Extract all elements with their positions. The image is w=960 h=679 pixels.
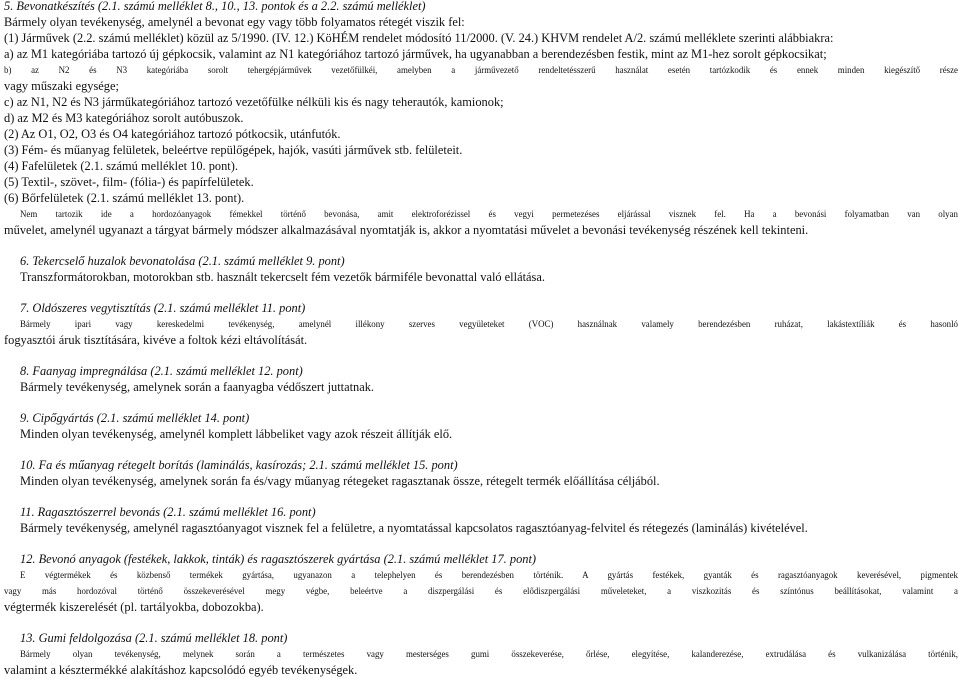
heading-section-8: 8. Faanyag impregnálása (2.1. számú melléklet 12. pont) [20, 364, 303, 378]
paragraph-section-7: Bármely ipari vagy kereskedelmi tevékenység, amelynél illékony szerves vegyületeket (VOC) használnak valamely berendezésben ruházat, lakástextíliák és hasonló [20, 319, 958, 329]
heading-section-12: 12. Bevonó anyagok (festékek, lakkok, tinták) és ragasztószerek gyártása (2.1. számú melléklet 17. pont) [20, 552, 537, 566]
paragraph-exclusion: Nem tartozik ide a hordozóanyagok fémekkel történő bevonása, amit elektroforézissel és vegyi permetezéses eljárással visznek fel. Ha a bevonási folyamatban van olyan [20, 209, 958, 219]
paragraph-section-12-end: végtermék kiszerelését (pl. tartályokba, dobozokba). [4, 600, 264, 614]
list-item-5: (5) Textil-, szövet-, film- (fólia-) és papírfelületek. [4, 175, 254, 189]
paragraph-section-13-cont: valamint a késztermékké alakításhoz kapcsolódó egyéb tevékenységek. [4, 663, 358, 677]
heading-section-7: 7. Oldószeres vegytisztítás (2.1. számú melléklet 11. pont) [20, 301, 306, 315]
paragraph-section-10: Minden olyan tevékenység, amelynek során fa és/vagy műanyag rétegeket ragasztanak össze, rétegelt termék előállítása céljából. [20, 474, 660, 488]
paragraph-section-13: Bármely olyan tevékenység, melynek során a természetes vagy mesterséges gumi összekeverése, őrlése, elegyítése, kalanderezése, extrudálása és vulkanizálása történik, [20, 649, 958, 659]
paragraph-section-12: E végtermékek és közbenső termékek gyártása, ugyanazon a telephelyen és berendezésben történik. A gyártás festékek, gyanták és ragasztóanyagok keverésével, pigmentek [20, 570, 958, 580]
heading-section-10: 10. Fa és műanyag rétegelt borítás (laminálás, kasírozás; 2.1. számú melléklet 15. pont) [20, 458, 458, 472]
list-item-4: (4) Fafelületek (2.1. számú melléklet 10. pont). [4, 159, 238, 173]
list-item-2: (2) Az O1, O2, O3 és O4 kategóriához tartozó pótkocsik, utánfutók. [4, 127, 341, 141]
paragraph-exclusion-cont: művelet, amelynél ugyanazt a tárgyat bármely módszer alkalmazásával nyomtatják is, akkor a nyomtatási művelet a bevonási tevékenység részének kell tekinteni. [4, 223, 809, 237]
paragraph-section-9: Minden olyan tevékenység, amelynél komplett lábbeliket vagy azok részeit állítják elő. [20, 427, 453, 441]
paragraph-section-12-cont: vagy más hordozóval történő összekeverésével megy végbe, beleértve a diszpergálási és elődiszpergálási műveleteket, a viszkozitás és színtónus beállításokat, valamint a [4, 586, 958, 596]
heading-section-5: 5. Bevonatkészítés (2.1. számú melléklet 8., 10., 13. pontok és a 2.2. számú melléklet) [4, 0, 426, 13]
heading-section-13: 13. Gumi feldolgozása (2.1. számú melléklet 18. pont) [20, 631, 288, 645]
list-item-6: (6) Bőrfelületek (2.1. számú melléklet 13. pont). [4, 191, 245, 205]
paragraph-section-11: Bármely tevékenység, amelynél ragasztóanyagot visznek fel a felületre, a nyomtatással kapcsolatos ragasztóanyag-felvitel és rétegezés (laminálás) kivételével. [20, 521, 808, 535]
heading-section-11: 11. Ragasztószerrel bevonás (2.1. számú melléklet 16. pont) [20, 505, 316, 519]
heading-section-6: 6. Tekercselő huzalok bevonatolása (2.1. számú melléklet 9. pont) [20, 254, 345, 268]
list-item-d: d) az M2 és M3 kategóriához sorolt autóbuszok. [4, 111, 244, 125]
paragraph-section-6: Transzformátorokban, motorokban stb. használt tekercselt fém vezetők bármiféle bevonattal való ellátása. [20, 270, 545, 284]
paragraph-section-7-cont: fogyasztói áruk tisztítására, kivéve a foltok kézi eltávolítását. [4, 333, 308, 347]
list-item-a: a) az M1 kategóriába tartozó új gépkocsik, valamint az N1 kategóriához tartozó járművek, ha ugyanabban a berendezésben festik, mint az M1-hez sorolt gépkocsikat; [4, 47, 827, 61]
list-item-1: (1) Járművek (2.2. számú melléklet) közül az 5/1990. (IV. 12.) KöHÉM rendelet módosító 11/2000. (V. 24.) KHVM rendelet A/2. számú melléklete szerinti alábbiakra: [4, 31, 834, 45]
heading-section-9: 9. Cipőgyártás (2.1. számú melléklet 14. pont) [20, 411, 250, 425]
list-item-b-cont: vagy műszaki egysége; [4, 79, 119, 93]
list-item-3: (3) Fém- és műanyag felületek, beleértve repülőgépek, hajók, vasúti járművek stb. felületeit. [4, 143, 463, 157]
list-item-c: c) az N1, N2 és N3 járműkategóriához tartozó vezetőfülke nélküli kis és nagy teherautók, kamionok; [4, 95, 504, 109]
list-item-b: b) az N2 és N3 kategóriába sorolt tehergépjárművek vezetőfülkéi, amelyben a járművezető rendeltetésszerű használat esetén tartózkodik és ennek minden kiegészítő része [4, 65, 958, 75]
paragraph-line: Bármely olyan tevékenység, amelynél a bevonat egy vagy több folyamatos rétegét viszik fel: [4, 15, 465, 29]
paragraph-section-8: Bármely tevékenység, amelynek során a faanyagba védőszert juttatnak. [20, 380, 375, 394]
